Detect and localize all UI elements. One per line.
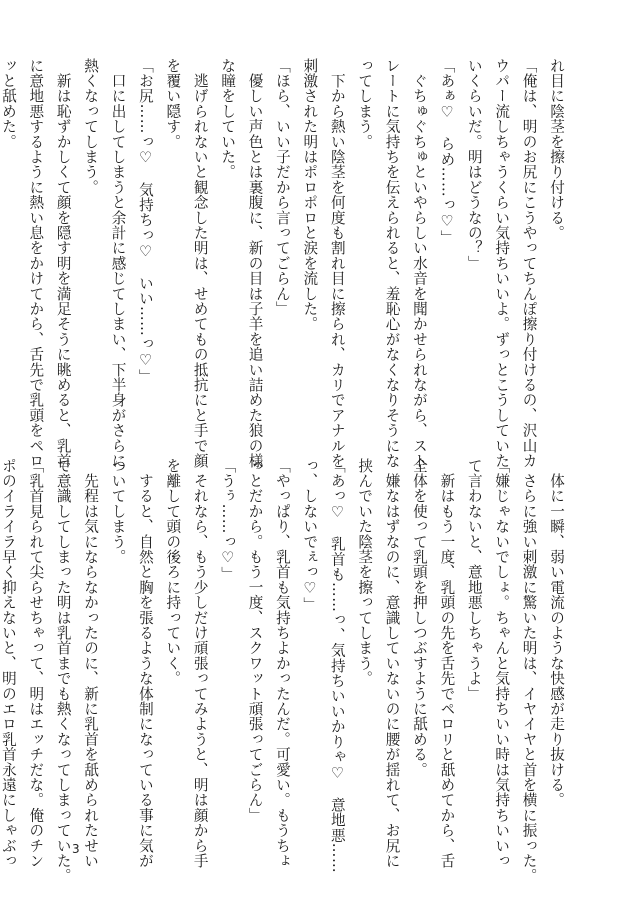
text-line: 「お尻……っ♡ 気持ちっ♡ いい……っ♡」	[136, 58, 154, 385]
text-line: を覆い隠す。	[164, 58, 182, 150]
text-line: に意地悪するように熱い息をかけてから、舌先で乳頭をペロ	[27, 58, 45, 469]
text-line: っとだから。もう一度、スクワット頑張ってごらん」	[246, 458, 264, 823]
text-line: すると、自然と胸を張るような体制になっている事に気が	[136, 458, 154, 869]
text-line: 「ほら、いい子だから言ってごらん」	[273, 58, 291, 317]
text-line: ッと舐めた。	[0, 58, 17, 150]
text-block-top	[0, 58, 570, 469]
text-line: 先程は気にならなかったのに、新に乳首を舐められたせい	[82, 458, 100, 869]
text-block-bottom	[0, 458, 570, 884]
text-line: て言わないと、意地悪しちゃうよ」	[465, 458, 483, 702]
text-line: 挟んでいた陰茎を擦ってしまう。	[356, 458, 374, 686]
text-line: 新は恥ずかしくて顔を隠す明を満足そうに眺めると、乳首	[54, 58, 72, 469]
text-line: ぐちゅぐちゅといやらしい水音を聞かせられながら、スト	[410, 58, 428, 469]
text-line: れ目に陰茎を擦り付ける。	[548, 58, 565, 241]
text-line: 体に一瞬、弱い電流のような快感が走り抜ける。	[548, 458, 565, 808]
text-line: それなら、もう少しだけ頑張ってみようと、明は顔から手	[191, 458, 209, 869]
text-line: レートに気持ちを伝えられると、羞恥心がなくなりそうにな	[383, 58, 401, 469]
text-line: 優しい声色とは裏腹に、新の目は子羊を追い詰めた狼の様	[246, 58, 264, 469]
text-line: で意識してしまった明は乳首までも熱くなってしまっていた。	[54, 458, 72, 884]
text-line: ウパー流しちゃうくらい気持ちいいよ。ずっとこうしていた	[493, 58, 511, 469]
text-line: ついてしまう。	[109, 458, 127, 565]
text-line: 「やっぱり、乳首も気持ちよかったんだ。可愛い。もうちょ	[273, 458, 291, 869]
page-number: 3	[72, 842, 80, 856]
text-line: 「あっ♡ 乳首も……っ、気持ちいいかりゃ♡ 意地悪……	[328, 458, 346, 874]
text-line: ってしまう。	[356, 58, 374, 150]
text-line: 逃げられないと観念した明は、せめてもの抵抗にと手で顔	[191, 58, 209, 469]
text-line: な瞳をしていた。	[219, 58, 237, 180]
text-line: 「俺は、明のお尻にこうやってちんぽ擦り付けるの、沢山カ	[520, 58, 538, 469]
text-line: 「嫌じゃないでしょ。ちゃんと気持ちいい時は気持ちいいっ	[493, 458, 511, 869]
text-line: ポのイライラ早く抑えないと、明のエロ乳首永遠にしゃぶっ	[0, 458, 17, 869]
text-line: っ、しないでぇっ♡」	[301, 458, 319, 613]
text-line: 「うぅ……っ♡」	[219, 458, 237, 582]
text-line: 全体を使って乳頭を押しつぶすように舐める。	[410, 458, 428, 778]
text-line: 下から熱い陰茎を何度も割れ目に擦られ、カリでアナルを	[328, 58, 346, 469]
text-line: 刺激された明はポロポロと涙を流した。	[301, 58, 319, 332]
text-line: 熱くなってしまう。	[82, 58, 100, 195]
text-line: 口に出してしまうと余計に感じてしまい、下半身がさらに	[109, 58, 127, 469]
text-line: 「乳首見られて尖らせちゃって、明はエッチだな。俺のチン	[27, 458, 45, 869]
text-line: 「あぁ♡ らめ……っ♡」	[438, 58, 456, 246]
text-line: 嫌なはずなのに、意識していないのに腰が揺れて、お尻に	[383, 458, 401, 869]
text-line: を離して頭の後ろに持っていく。	[164, 458, 182, 686]
text-line: さらに強い刺激に驚いた明は、イヤイヤと首を横に振った。	[520, 458, 538, 884]
text-line: いくらいだ。明はどうなの？」	[465, 58, 483, 271]
text-line: 新はもう一度、乳頭の先を舌先でペロリと舐めてから、舌	[438, 458, 456, 869]
